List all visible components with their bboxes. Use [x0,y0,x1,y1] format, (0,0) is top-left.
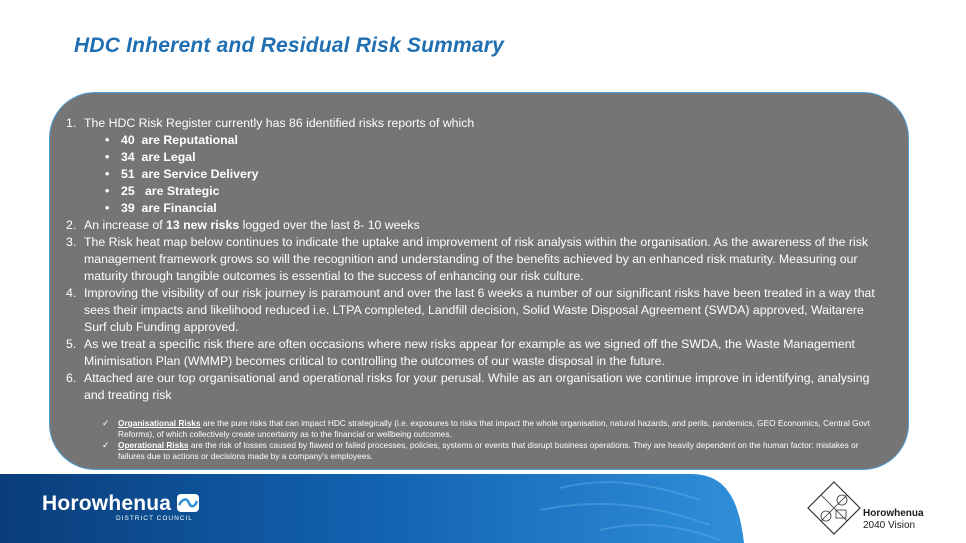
breakdown-item: • 25 are Strategic [105,184,220,198]
item-text: As we treat a specific risk there are often occasions where new risks appear for example as we signed off the SWDA, the Waste Management Minimisation Plan (WMMP) becomes critical to controlling the outcomes of our waste disposal in the future. [84,337,855,368]
list-item: 5. As we treat a specific risk there are often occasions where new risks appear for example as we signed off the SWDA, the Waste Management Minimisation Plan (WMMP) becomes critical to controlling the outcomes of our waste disposal in the future. [66,337,855,368]
list-item [66,115,884,217]
list-item: 4. Improving the visibility of our risk journey is paramount and over the last 6 weeks a number of our significant risks have been treated in a way that sees their impacts and likelihood reduced i.e. LTPA completed, Landfill decision, Solid Waste Disposal Agreement (SWDA) approved, Waitarere Surf club Funding approved. [66,286,875,334]
summary-panel [49,92,909,470]
item-text: The HDC Risk Register currently has 86 identified risks reports of which [84,116,475,130]
breakdown-item: • 40 are Reputational [105,133,238,147]
definition-item: ✓ Operational Risks are the risk of losses caused by flawed or failed processes, policies, systems or events that disrupt business operations. They are heavily dependent on the human factor: mistakes or failures due to actions or decisions made by a company's employees. [102,440,859,461]
slide-title: HDC Inherent and Residual Risk Summary [74,34,505,57]
definition-item: ✓ Organisational Risks are the pure risks that can impact HDC strategically (i.e. exposures to risks that impact the whole organisation, natural hazards, and perils, pandemics, GEO Economics, Central Govt Reforms), of which collectively create uncertainty as to the financial or wellbeing outcomes. [102,418,870,439]
item-number: 1. [66,116,77,130]
breakdown-item: • 39 are Financial [105,201,217,215]
wave-logo-icon [177,494,199,512]
breakdown-item: • 51 are Service Delivery [105,167,259,181]
list-item: 2. An increase of 13 new risks logged over the last 8- 10 weeks [66,218,420,232]
item-text: Improving the visibility of our risk journey is paramount and over the last 6 weeks a number of our significant risks have been treated in a way that sees their impacts and likelihood reduced i.e. LTPA completed, Landfill decision, Solid Waste Disposal Agreement (SWDA) approved, Waitarere Surf club Funding approved. [84,286,875,334]
risk-definitions [102,418,884,462]
list-item: 3. The Risk heat map below continues to indicate the uptake and improvement of risk analysis within the organisation. As the awareness of the risk management framework grows so will the recognition and understanding of the benefits achieved by an enhanced risk maturity. Measuring our maturity through tangible outcomes is essential to the success of enhancing our risk culture. [66,235,869,283]
vision-logo: Horowhenua 2040 Vision [806,480,862,541]
list-item: 6. Attached are our top organisational and operational risks for your perusal. While as an organisation we continue improve in identifying, analysing and treating risk [66,371,870,402]
item-text: The Risk heat map below continues to indicate the uptake and improvement of risk analysis within the organisation. As the awareness of the risk management framework grows so will the recognition and understanding of the benefits achieved by an enhanced risk maturity. Measuring our maturity through tangible outcomes is essential to the success of enhancing our risk culture. [84,235,869,283]
summary-list [66,115,884,404]
checkmark-icon: ✓ [102,440,110,450]
breakdown-item: • 34 are Legal [105,150,196,164]
risk-breakdown [84,132,884,217]
item-text: Attached are our top organisational and operational risks for your perusal. While as an organisation we continue improve in identifying, analysing and treating risk [84,371,870,402]
vision-emblem-icon [806,480,862,536]
council-logo: Horowhenua DISTRICT COUNCIL [42,492,199,522]
checkmark-icon: ✓ [102,418,110,428]
